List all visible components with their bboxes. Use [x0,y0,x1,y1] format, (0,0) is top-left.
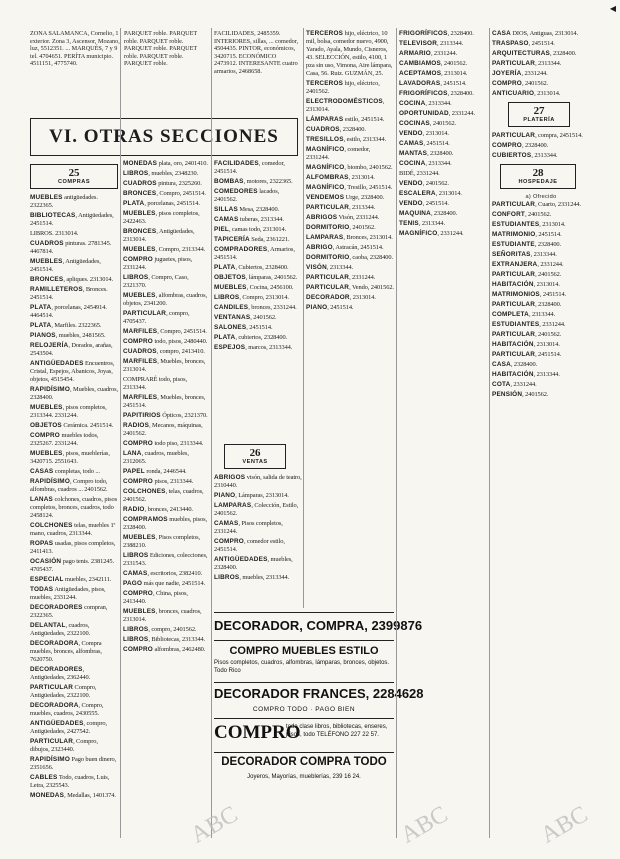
classified-ad: COMPLETA, 2313344. [492,311,556,318]
section-28-number: 28 [532,167,544,179]
classified-ad: TAPICERÍA Seda, 2361221. [214,236,290,243]
classified-ad: CAMAS, escritorios, 2382410. [123,570,203,577]
classified-ad: ESTUDIANTES, 2313014. [492,221,566,228]
classified-ad: BRONCES, Compro, 2451514. [123,190,206,197]
classified-ad: MUEBLES, alfombras, cuadros, objetos, 2341200. [123,292,207,307]
classified-ad: OBJETOS Cerámica. 2451514. [30,422,114,429]
classified-ad: TERCEROS hijo, eléctrico, 2401562. [306,80,380,95]
classified-ad: RAMILLETEROS, Bronces. 2451514. [30,286,108,301]
classified-ad: CASA DIOS, Antiguas, 2313014. [492,30,579,37]
classified-ad: PLATA, porcelanas, 2451514. [123,200,200,207]
classified-ad: PLATA, Marfiles. 2322365. [30,322,102,329]
classified-ad: COMPRO pisos, 2313344. [123,478,194,485]
abc-watermark: ABC [396,801,453,849]
classified-ad: ESTUDIANTE, 2328400. [492,241,562,248]
classified-ad: MUEBLES, Antigüedades, 2451514. [30,258,101,273]
column-6c-ads [492,201,590,399]
classified-ad: CABLES Todo, cuadros, Luis, Letra, 2325543. [30,774,110,789]
classified-ad: CASA, 2328400. [492,361,538,368]
classified-ad: MONEDAS plata, oro, 2401410. [123,160,208,167]
classified-ad: COMPRO, China, pisos, 2413440. [123,590,188,605]
classified-ad: MAGNÍFICO, 2331244. [399,230,464,237]
classified-ad: COMPRO todo piso, 2313344. [123,440,204,447]
classified-ad: TRESILLOS, estilo, 2313344. [306,136,387,143]
classified-ad: MAQUINA, 2328400. [399,210,458,217]
classified-ad: HABITACIÓN, 2313014. [492,341,560,348]
classified-ad: ALFOMBRAS, 2313014. [306,174,375,181]
classified-ad: PAGO más que nadie, 2451514. [123,580,206,587]
big-ad-compro-muebles: COMPRO MUEBLES ESTILO [229,645,379,657]
classified-ad: SEÑORITAS, 2313344. [492,251,557,258]
classified-ad: PARTICULAR, 2328400. [492,301,562,308]
classified-ad: ESPEJOS, marcos, 2313344. [214,344,293,351]
ad-rule-5 [214,752,394,753]
classified-ad: ANTIGÜEDADES, muebles, 2328400. [214,556,293,571]
section-27-number: 27 [533,105,545,117]
classified-ad: COMPRO, comedor estilo, 2451514. [214,538,285,553]
classified-ad: ANTIGÜEDADES, compro, Antigüedades, 2427542. [30,720,107,735]
classified-ad: RAPIDÍSIMO Pago buen dinero, 2351656. [30,756,117,771]
classified-ad: ARMARIO, 2331244. [399,50,458,57]
classified-ad: ABRIGOS Visón, 2331244. [306,214,380,221]
classified-ad: PARTICULAR, 2313344. [492,60,562,67]
classified-ad: LIBROS Ediciones, colecciones, 2331543. [123,552,208,567]
classified-ad: COTA, 2331244. [492,381,537,388]
classified-ad: DECORADORES compran, 2322365. [30,604,108,619]
ad-rule-2 [214,640,394,641]
abc-watermark: ABC [536,801,593,849]
classified-ad: MUEBLES, pisos, mueblerías, 3420715. 2551643. [30,450,110,465]
abc-watermark: ABC [186,801,243,849]
classified-ad: BOMBAS, motores, 2322365. [214,178,293,185]
column-3-ads [214,160,302,352]
big-ad-decorador-frances: DECORADOR FRANCES, 2284628 [214,686,424,701]
ad-rule-4 [214,718,394,719]
classified-ad: LIBROS, Bibliotecas, 2313344. [123,636,206,643]
classified-ad: CAMBIAMOS, 2401562. [399,60,468,67]
classified-ad: COCINA, 2313344. [399,160,452,167]
classified-ad: PLATA, porcelanas, 2454914. 4464514. [30,304,107,319]
classified-ad: HABITACIÓN, 2313014. [492,281,560,288]
classified-ad: FRIGORÍFICOS, 2328400. [399,90,474,97]
classified-ad: PARTICULAR, compra, 2451514. [492,132,583,139]
classified-ad: CUADROS pintura, 2325260. [123,180,202,187]
column-1-ads [30,194,118,800]
classified-ad: TRASPASO, 2451514. [492,40,555,47]
classified-ad: PARTICULAR Compro, Antigüedades, 2322100. [30,684,97,699]
classified-ad: BIBLIOTECAS, Antigüedades, 2451514. [30,212,114,227]
section-banner: VI. OTRAS SECCIONES [30,118,298,156]
classified-ad: PLATA, cubiertos, 2328400. [214,334,288,341]
section-25-box [30,164,118,189]
column-6b-ads [492,132,590,160]
classified-ad: COLCHONES, telas, cuadros, 2401562. [123,488,204,503]
classified-ad: MAGNÍFICO, comedor, 2331244. [306,146,371,161]
classified-ad: LANA, cuadros, muebles, 2312065. [123,450,189,465]
classified-ad: ARQUITECTURAS, 2328400. [492,50,577,57]
classified-ad: COMPRO alfombras, 2462480. [123,646,206,653]
corner-mark-icon: ◀ [609,4,616,13]
big-ad-compro: COMPRO [214,722,301,743]
classified-ad: BRONCES, Antigüedades, 2313014. [123,228,195,243]
classified-ad: ANTIGÜEDADES Encuentros, Cristal, Espejos, Abanicos, Joyas, objetos, 4515454. [30,360,115,383]
column-4 [306,30,394,610]
classified-ad: COCINA, 2313344. [399,100,452,107]
classified-ad: VISÓN, 2313344. [306,264,354,271]
classified-ad: LIBROS, muebles, 2313344. [214,574,290,581]
classified-ad: SALONES, 2451514. [214,324,273,331]
section-28-box [500,164,576,189]
classified-ad: MARFILES, Compro, 2451514. [123,328,207,335]
classified-ad: RADIOS, Mecanos, máquinas, 2401562. [123,422,203,437]
big-ad-compro-muebles-sub: Pisos completos, cuadros, alfombras, lámparas, bronces, objetos. Todo Rico [214,660,390,674]
classified-ad: MUEBLES antigüedades. 2322365. [30,194,98,209]
classified-ad: TELEVISOR, 2313344. [399,40,464,47]
classified-ad: VENDEMOS Urge, 2328400. [306,194,385,201]
classified-ad: LAMPARAS, Bronces, 2313014. [306,234,393,241]
classified-ad: PIANO, 2451514. [306,304,354,311]
classified-ad: COMPRARÉ todo, pisos, 2313344. [123,376,187,391]
classified-ad: PARTICULAR, 2451514. [492,351,562,358]
top-snippet-col2: PARQUET roble. PARQUET roble. PARQUET roble. PARQUET roble. PARQUET roble. PARQUET roble. PARQUET roble. [124,30,198,67]
classified-ad: LANAS colchones, cuadros, pisos completos, bronces, cuadros, todo 2458124. [30,496,117,519]
classified-ad: PARTICULAR, 2401562. [492,271,562,278]
column-1 [30,160,118,840]
classified-ad: ABRIGO, Astracán, 2451514. [306,244,384,251]
classified-ad: DECORADORES, Antigüedades, 2362440. [30,666,91,681]
classified-ad: VENDO, 2313014. [399,130,449,137]
classified-ad: COLCHONES telas, muebles 1ª mano, cuadros, 2313344. [30,522,116,537]
column-2 [123,160,211,840]
classified-ad: LIBROS. 2313014. [30,230,79,237]
classified-ad: LAMPARAS, Colección, Estilo, 2401562. [214,502,299,517]
classified-ad: VENTANAS, 2401562. [214,314,277,321]
classified-ad: BRONCES, apliques. 2313014. [30,276,114,283]
classified-ad: JOYERÍA, 2331244. [492,70,548,77]
column-4-ads [306,80,394,312]
classified-ad: CASAS completas, todo ... [30,468,100,475]
classified-ad: VENDO, 2401562. [399,180,449,187]
classified-ad: LIBROS, compro, 2401562. [123,626,197,633]
classified-ad: DELANTAL, cuadros, Antigüedades, 2322100. [30,622,91,637]
classified-ad: MUEBLES, Cocina, 2456100. [214,284,294,291]
classified-ad: MANTAS, 2328400. [399,150,454,157]
classified-ad: MUEBLES, Compro, 2313344. [123,246,206,253]
section-27-label: PLATERÍA [523,117,555,123]
classified-ad: PARTICULAR, Vendo, 2401562. [306,284,394,291]
classified-ad: LIBROS, Compro, 2313014. [214,294,289,301]
classified-ad: FACILIDADES, comedor, 2451514. [214,160,285,175]
section-26-box [224,444,286,469]
section-28-label: HOSPEDAJE [518,179,558,185]
big-ad-compro-sub: toda clase libros, bibliotecas, enseres, pisos, todo TELÉFONO 227 22 57. [286,724,388,738]
classified-ad: DECORADOR, 2313014. [306,294,376,301]
classified-ad: COMPRAMOS muebles, pisos, 2328400. [123,516,207,531]
classified-ad: DORMITORIO, 2401562. [306,224,376,231]
classified-ad: ANTICUARIO, 2313014. [492,90,561,97]
classified-ad: BIDÉ, 2331244. [399,170,440,177]
ad-rule-3 [214,682,394,683]
classified-ad: ABRIGOS visón, salida de teatro, 2310440. [214,474,302,489]
classified-ad: MUEBLES, pisos completos, 2313344. 2331244. [30,404,107,419]
classified-ad: COMPRADORES, Armarios, 2451514. [214,246,295,261]
classified-ad: PARTICULAR, Cuarto, 2331244. [492,201,582,208]
classified-ad: HABITACIÓN, 2313344. [492,371,560,378]
column-3-upper [214,160,302,440]
big-ad-decorador-compra-todo-sub: Joyeros, Mayorías, mueblerías, 239 16 24. [247,774,361,780]
column-3b-ads [214,474,302,582]
classified-ad: COMPRO, 2328400. [492,142,549,149]
classified-ad: MAGNÍFICO, Tresillo, 2451514. [306,184,393,191]
classified-ad: PIANOS, muebles, 2481565. [30,332,106,339]
column-5 [399,30,487,840]
classified-ad: LAVADORAS, 2451514. [399,80,467,87]
classified-ad: TENIS, 2313344. [399,220,445,227]
classified-ad: LÁMPARAS estilo, 2451514. [306,116,385,123]
classified-ad: LIBROS, Compro, Caso, 2321370. [123,274,189,289]
column-rule [120,28,121,838]
classified-ad: CONFORT, 2401562. [492,211,552,218]
column-rule [211,28,212,838]
top-snippet-col1: ZONA SALAMANCA, Cornelio, 1 exterior. Zona 3, Ascensor, Mozano, luz, 5512351. ... MARQUÉS, 7 y 9 tel. 4704651. PERÍTA municipio. 4511151, 4775740. [30,30,120,67]
classified-ad: ACEPTAMOS, 2313014. [399,70,468,77]
classified-ad: COMPRO, 2401562. [492,80,549,87]
classified-ad: DORMITORIO, caoba, 2328400. [306,254,393,261]
classified-ad: OPORTUNIDAD, 2331244. [399,110,475,117]
classified-ad: PIEL, camas todo, 2313014. [214,226,287,233]
column-rule [303,28,304,608]
classified-ad: DECORADORA, Compro, muebles, cuadros, 2430555. [30,702,104,717]
classified-ad: MAGNÍFICO, biombo, 2401562. [306,164,393,171]
classified-ad: CAMAS, Pisos completos, 2331244. [214,520,283,535]
classified-ad: PENSIÓN, 2401562. [492,391,549,398]
ad-rule-1 [214,612,394,613]
classified-ad: PARTICULAR, compro, 4705437. [123,310,190,325]
classified-ad: MATRIMONIO, 2451514. [492,231,562,238]
classified-ad: OBJETOS, lámparas, 2401562. [214,274,298,281]
classified-ad: ESPECIAL muebles, 2342111. [30,576,112,583]
classified-ad: VENDO, 2451514. [399,200,449,207]
column-2-ads [123,160,211,654]
classified-ad: COMPRO muebles todos, 2325267. 2331244. [30,432,99,447]
classified-ad: MUEBLES, bronces, cuadros, 2313014. [123,608,202,623]
classified-ad: PAPEL ronda, 2446544. [123,468,187,475]
classified-ad: RELOJERÍA, Dorados, arañas, 2543504. [30,342,113,357]
big-ad-decorador-compra: DECORADOR, COMPRA, 2399876 [214,618,423,633]
classified-ad: CAMAS tuberas, 2313344. [214,216,284,223]
section-25-label: COMPRAS [57,179,91,185]
column-6 [492,30,590,840]
classified-ad: SILLAS Mesa, 2328400. [214,206,280,213]
column-rule [396,28,397,838]
classified-ad: PIANO, Lámparas, 2313014. [214,492,289,499]
big-ad-decorador-compra-todo: DECORADOR COMPRA TODO [221,756,387,768]
column-6-ads [492,30,590,98]
big-ad-decorador-frances-sub: COMPRO TODO · PAGO BIEN [252,706,356,713]
classified-ad: ESCALERA, 2313014. [399,190,462,197]
classified-ad: MUEBLES, pisos completos, 2422463. [123,210,200,225]
section-27-box [508,102,570,127]
classified-ad: PLATA, Cubiertos, 2328400. [214,264,289,271]
classified-ad: PARTICULAR, 2401562. [492,331,562,338]
classified-ad: MARFILES, Muebles, bronces, 2313014. [123,358,206,373]
classified-ad: EXTRANJERA, 2331244. [492,261,564,268]
section-26-number: 26 [249,447,261,459]
column-5-ads [399,30,487,238]
classified-ad: MONEDAS, Medallas, 1401374. [30,792,116,799]
classified-ad: PARTICULAR, 2331244. [306,274,376,281]
column-rule [489,28,490,838]
classified-ad: MATRIMONIOS, 2451514. [492,291,567,298]
classified-ad: MUEBLES, Pisos completos, 2388210. [123,534,201,549]
classified-ad: CANDILES, bronces, 2331244. [214,304,297,311]
classified-ad: CUBIERTOS, 2313344. [492,152,558,159]
classified-ad: COMEDORES lacados, 2401562. [214,188,280,203]
classified-ad: LIBROS, muebles, 2348230. [123,170,199,177]
classified-ad: TODAS Antigüedades, pisos, muebles, 2331244. [30,586,106,601]
classified-ad: RAPIDÍSIMO, Muebles, cuadros, 2328400. [30,386,118,401]
classified-ad: PARTICULAR, 2313344. [306,204,376,211]
classified-ad: DECORADORA, Compra muebles, bronces, alfombras, 7620750. [30,640,102,663]
classified-ad: PAPITIRIOS Ópticos, 2321370. [123,412,208,419]
classified-ad: MARFILES, Muebles, bronces, 2451514. [123,394,206,409]
classified-ad: ROPAS usadas, pisos completos, 2411413. [30,540,116,555]
classified-ad: COMPRO juguetes, pisos, 2331244. [123,256,193,271]
classified-ad: CUADROS, compro, 2413410. [123,348,205,355]
classified-ad: PARTICULAR, Compro, dibujos, 2323440. [30,738,98,753]
classified-ad: FRIGORÍFICOS, 2328400. [399,30,474,37]
section-25-number: 25 [68,167,80,179]
section-28-sub: a) Ofrecido [525,194,557,200]
classified-ad: ESTUDIANTES, 2331244. [492,321,566,328]
classified-ad: CUADROS pinturas. 2781345. 4467814. [30,240,112,255]
classified-ad: RADIO, bronces, 2413440. [123,506,193,513]
classified-ad: RAPIDÍSIMO, Compro todo, alfombras, cuadros ... 2401562. [30,478,108,493]
classified-ad: COCINAS, 2401562. [399,120,457,127]
classified-ad: OCASIÓN pago tenis. 2381245. 4705437. [30,558,114,573]
section-26-label: VENTAS [242,459,268,465]
classified-ad: CAMAS, 2451514. [399,140,450,147]
top-snippet-col4: TERCEROS hijo, eléctrico, 10 mil, bolsa, comedor nuevo, 4900, Yarado, Ayala, Mundo, Cisneros, 43. SELECCIÓN, estilo, 4100, 1 pza sin uso, Vimona, Aire lámpara, Casa, 56. Ruiz. GUZMÁN, 25. [306,30,393,77]
top-snippet-col3: FACILIDADES, 2485359. INTERIORES, sillas, ... comedor, 4504435. PINTOR, económicos, 3420715. ECONÓMICO 2473912. INTERESANTE cuatro armarios, 2468658. [214,30,299,75]
classified-ad: CUADROS, 2328400. [306,126,366,133]
classified-ad: COMPRO todo, pisos, 2480440. [123,338,208,345]
classified-ad: ELECTRODOMÉSTICOS, 2313014. [306,98,385,113]
column-3-lower [214,440,302,610]
